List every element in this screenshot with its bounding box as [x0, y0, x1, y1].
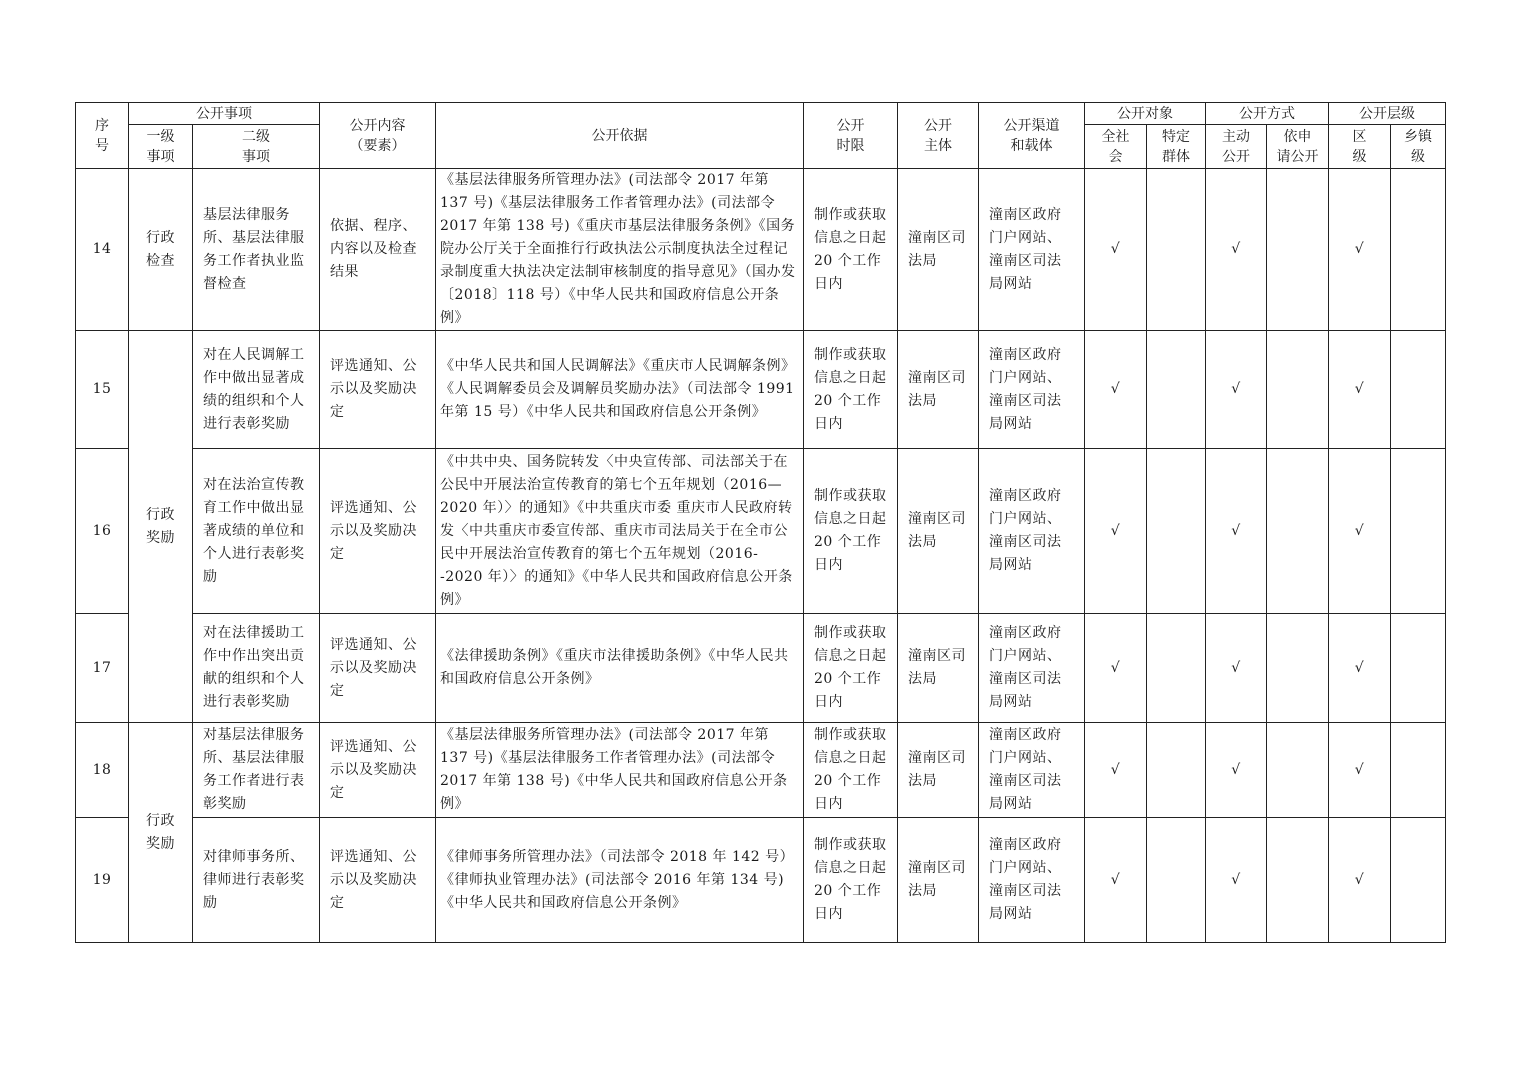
table-row: [76, 723, 1446, 818]
row-level2: 对在法治宣传教育工作中做出显著成绩的单位和个人进行表彰奖励: [193, 449, 320, 614]
row-content: 评选通知、公示以及奖励决定: [320, 331, 436, 449]
row-basis: 《法律援助条例》《重庆市法律援助条例》《中华人民共和国政府信息公开条例》: [436, 614, 804, 723]
row-level2: 基层法律服务所、基层法律服务工作者执业监督检查: [193, 169, 320, 331]
row-level2: 对律师事务所、律师进行表彰奖励: [193, 818, 320, 943]
row-channel: 潼南区政府门户网站、潼南区司法局网站: [979, 614, 1085, 723]
row-target-all: √: [1085, 818, 1147, 943]
header-method-active: 主动 公开: [1206, 125, 1267, 169]
row-method-active: √: [1206, 331, 1267, 449]
header-items: 公开事项: [129, 103, 320, 125]
row-level-district: √: [1329, 723, 1391, 818]
row-method-request: [1267, 723, 1329, 818]
header-level2: 二级 事项: [193, 125, 320, 169]
header-target-all: 全社 会: [1085, 125, 1147, 169]
row-period: 制作或获取信息之日起 20 个工作日内: [804, 614, 898, 723]
row-target-all: √: [1085, 449, 1147, 614]
row-basis: 《中共中央、国务院转发〈中央宣传部、司法部关于在公民中开展法治宣传教育的第七个五年规划（2016—2020 年）〉的通知》《中共重庆市委 重庆市人民政府转发〈中共重庆市委宣传部、重庆市司法局关于在全市公民中开展法治宣传教育的第七个五年规划（2016--2020 年）〉的通知》《中华人民共和国政府信息公开条例》: [436, 449, 804, 614]
row-period: 制作或获取信息之日起 20 个工作日内: [804, 169, 898, 331]
row-level1: 行政 奖励: [129, 723, 193, 943]
row-period: 制作或获取信息之日起 20 个工作日内: [804, 723, 898, 818]
row-channel: 潼南区政府门户网站、潼南区司法局网站: [979, 449, 1085, 614]
row-period: 制作或获取信息之日起 20 个工作日内: [804, 818, 898, 943]
row-seq: 18: [76, 723, 129, 818]
row-subject: 潼南区司法局: [898, 331, 979, 449]
row-level-town: [1391, 331, 1446, 449]
row-method-active: √: [1206, 449, 1267, 614]
header-period: 公开 时限: [804, 103, 898, 169]
row-target-specific: [1147, 449, 1206, 614]
row-target-specific: [1147, 614, 1206, 723]
row-content: 评选通知、公示以及奖励决定: [320, 818, 436, 943]
row-target-specific: [1147, 169, 1206, 331]
row-period: 制作或获取信息之日起 20 个工作日内: [804, 331, 898, 449]
row-content: 评选通知、公示以及奖励决定: [320, 723, 436, 818]
row-level-district: √: [1329, 449, 1391, 614]
row-method-request: [1267, 169, 1329, 331]
row-level-town: [1391, 818, 1446, 943]
row-level2: 对在法律援助工作中作出突出贡献的组织和个人进行表彰奖励: [193, 614, 320, 723]
row-target-all: √: [1085, 723, 1147, 818]
row-content: 依据、程序、内容以及检查结果: [320, 169, 436, 331]
row-basis: 《中华人民共和国人民调解法》《重庆市人民调解条例》《人民调解委员会及调解员奖励办法》（司法部令 1991 年第 15 号）《中华人民共和国政府信息公开条例》: [436, 331, 804, 449]
row-method-active: √: [1206, 169, 1267, 331]
row-basis: 《基层法律服务所管理办法》(司法部令 2017 年第 137 号)《基层法律服务工作者管理办法》(司法部令 2017 年第 138 号)《重庆市基层法律服务条例》《国务院办公厅关于全面推行行政执法公示制度执法全过程记录制度重大执法决定法制审核制度的指导意见》（国办发〔2018〕118 号）《中华人民共和国政府信息公开条例》: [436, 169, 804, 331]
row-level2: 对基层法律服务所、基层法律服务工作者进行表彰奖励: [193, 723, 320, 818]
header-level1: 一级 事项: [129, 125, 193, 169]
row-seq: 15: [76, 331, 129, 449]
row-target-specific: [1147, 331, 1206, 449]
row-subject: 潼南区司法局: [898, 723, 979, 818]
row-level1: 行政 奖励: [129, 331, 193, 723]
row-channel: 潼南区政府门户网站、潼南区司法局网站: [979, 331, 1085, 449]
row-method-active: √: [1206, 614, 1267, 723]
row-subject: 潼南区司法局: [898, 818, 979, 943]
header-level-town: 乡镇 级: [1391, 125, 1446, 169]
row-method-active: √: [1206, 723, 1267, 818]
header-method-request: 依申 请公开: [1267, 125, 1329, 169]
row-level-district: √: [1329, 331, 1391, 449]
row-channel: 潼南区政府门户网站、潼南区司法局网站: [979, 169, 1085, 331]
row-level-town: [1391, 723, 1446, 818]
disclosure-table: [75, 102, 1446, 943]
table-row: [76, 614, 1446, 723]
row-target-specific: [1147, 723, 1206, 818]
row-channel: 潼南区政府门户网站、潼南区司法局网站: [979, 723, 1085, 818]
row-level1: 行政 检查: [129, 169, 193, 331]
row-seq: 14: [76, 169, 129, 331]
table-row: [76, 331, 1446, 449]
row-basis: 《律师事务所管理办法》（司法部令 2018 年 142 号）《律师执业管理办法》(司法部令 2016 年第 134 号)《中华人民共和国政府信息公开条例》: [436, 818, 804, 943]
row-target-all: √: [1085, 331, 1147, 449]
header-level-district: 区 级: [1329, 125, 1391, 169]
header-seq: 序 号: [76, 103, 129, 169]
row-level2: 对在人民调解工作中做出显著成绩的组织和个人进行表彰奖励: [193, 331, 320, 449]
row-method-request: [1267, 818, 1329, 943]
header-channel: 公开渠道 和载体: [979, 103, 1085, 169]
row-level-town: [1391, 169, 1446, 331]
row-target-all: √: [1085, 614, 1147, 723]
row-content: 评选通知、公示以及奖励决定: [320, 449, 436, 614]
row-target-all: √: [1085, 169, 1147, 331]
row-subject: 潼南区司法局: [898, 169, 979, 331]
header-content: 公开内容 （要素）: [320, 103, 436, 169]
header-subject: 公开 主体: [898, 103, 979, 169]
row-level-district: √: [1329, 614, 1391, 723]
row-basis: 《基层法律服务所管理办法》(司法部令 2017 年第 137 号)《基层法律服务工作者管理办法》(司法部令 2017 年第 138 号)《中华人民共和国政府信息公开条例》: [436, 723, 804, 818]
table-header: [76, 103, 1446, 169]
header-target-specific: 特定 群体: [1147, 125, 1206, 169]
row-method-active: √: [1206, 818, 1267, 943]
header-basis: 公开依据: [436, 103, 804, 169]
row-level-town: [1391, 449, 1446, 614]
table-row: [76, 818, 1446, 943]
row-seq: 19: [76, 818, 129, 943]
row-level-district: √: [1329, 818, 1391, 943]
row-level-district: √: [1329, 169, 1391, 331]
table-row: [76, 169, 1446, 331]
row-subject: 潼南区司法局: [898, 449, 979, 614]
row-method-request: [1267, 614, 1329, 723]
header-target: 公开对象: [1085, 103, 1206, 125]
row-seq: 16: [76, 449, 129, 614]
row-content: 评选通知、公示以及奖励决定: [320, 614, 436, 723]
row-seq: 17: [76, 614, 129, 723]
header-method: 公开方式: [1206, 103, 1329, 125]
row-channel: 潼南区政府门户网站、潼南区司法局网站: [979, 818, 1085, 943]
row-subject: 潼南区司法局: [898, 614, 979, 723]
row-target-specific: [1147, 818, 1206, 943]
table-row: [76, 449, 1446, 614]
header-level: 公开层级: [1329, 103, 1446, 125]
row-period: 制作或获取信息之日起 20 个工作日内: [804, 449, 898, 614]
row-level-town: [1391, 614, 1446, 723]
row-method-request: [1267, 449, 1329, 614]
row-method-request: [1267, 331, 1329, 449]
